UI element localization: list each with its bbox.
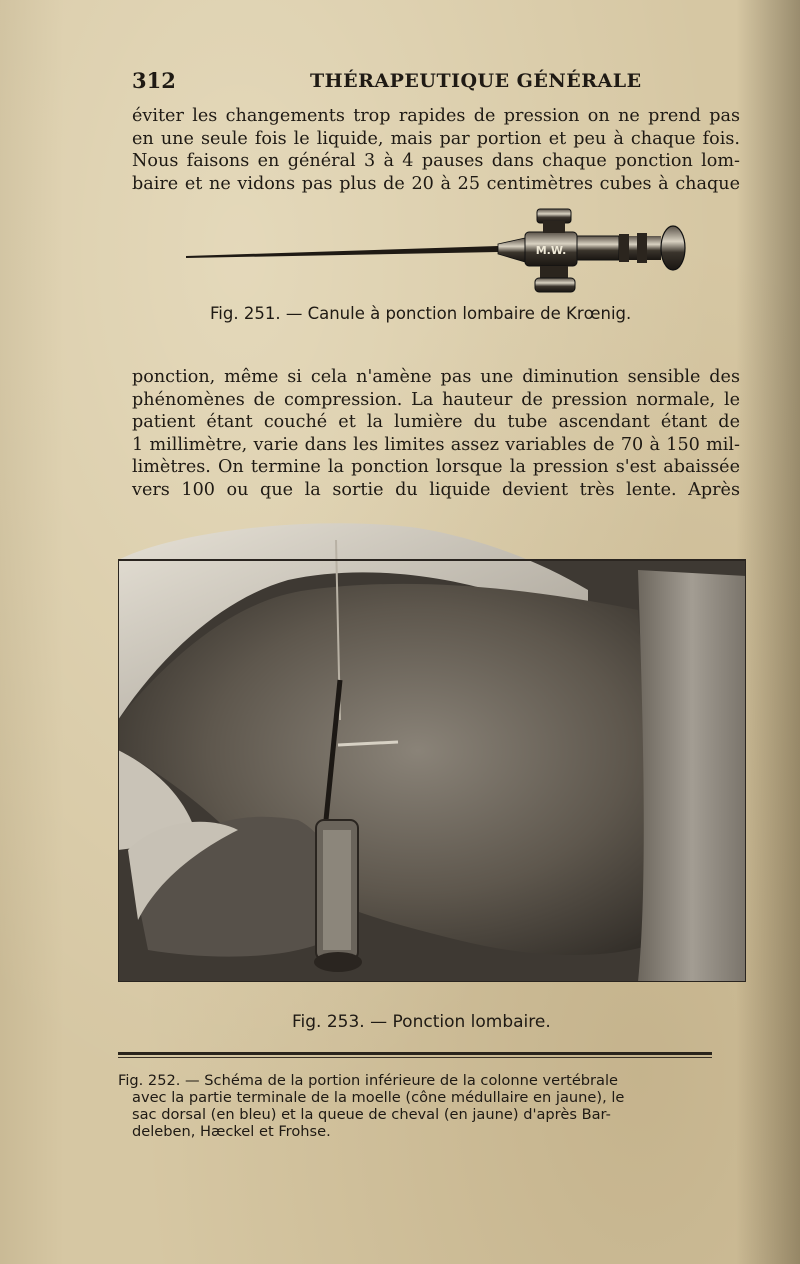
instrument-mark: M.W. (535, 244, 567, 257)
text-line: 1 millimètre, varie dans les limites assez variables de 70 à 150 mil- (132, 434, 740, 455)
caption-line: Fig. 252. — Schéma de la portion inférieure de la colonne vertébrale (118, 1072, 619, 1089)
text-line: patient étant couché et la lumière du tube ascendant étant de (132, 412, 740, 433)
lumbar-puncture-photo (118, 520, 746, 982)
text-line: Nous faisons en général 3 à 4 pauses dans chaque ponction lom- (132, 151, 740, 172)
figure-252-caption (118, 1072, 728, 1140)
text-line: ponction, même si cela n'amène pas une diminution sensible des (132, 367, 740, 387)
stopcock-bottom (535, 278, 575, 292)
stopcock-top (537, 209, 571, 223)
text-line: limètres. On termine la ponction lorsque la pression s'est abaissée (132, 457, 740, 478)
caption-line: sac dorsal (en bleu) et la queue de cheval (en jaune) d'après Bar- (132, 1106, 611, 1123)
paragraph-2 (132, 366, 740, 502)
text-line: baire et ne vidons pas plus de 20 à 25 centimètres cubes à chaque (132, 173, 740, 194)
handle-ring (637, 233, 647, 263)
right-drape (638, 570, 746, 982)
paragraph-1 (132, 105, 740, 195)
stopcock-stem (543, 221, 565, 233)
lumbar-cannula-figure (180, 206, 690, 296)
separator-rule-thin (118, 1057, 712, 1058)
needle-hub (498, 238, 525, 262)
running-head (132, 68, 742, 98)
handle-knob (661, 226, 685, 270)
handle-ring (629, 236, 637, 260)
measuring-tube-glass (323, 830, 351, 950)
caption-line: deleben, Hæckel et Frohse. (132, 1123, 331, 1140)
handle-ring (619, 234, 629, 262)
handle-ring (577, 236, 619, 260)
caption-line: avec la partie terminale de la moelle (cône médullaire en jaune), le (132, 1089, 625, 1106)
text-line: phénomènes de compression. La hauteur de pression normale, le (132, 389, 740, 410)
text-line: vers 100 ou que la sortie du liquide devient très lente. Après (132, 479, 740, 500)
header-title: THÉRAPEUTIQUE GÉNÉRALE (310, 70, 642, 92)
handle-ring (647, 236, 661, 260)
tube-base (314, 952, 362, 972)
figure-251-caption: Fig. 251. — Canule à ponction lombaire de Krœnig. (210, 304, 632, 323)
needle-shaft (186, 246, 498, 258)
text-line: en une seule fois le liquide, mais par portion et peu à chaque fois. (132, 128, 740, 149)
separator-rule (118, 1052, 712, 1055)
page-number: 312 (132, 68, 176, 93)
figure-253-caption: Fig. 253. — Ponction lombaire. (292, 1012, 551, 1032)
text-line: éviter les changements trop rapides de pression on ne prend pas (132, 106, 740, 126)
